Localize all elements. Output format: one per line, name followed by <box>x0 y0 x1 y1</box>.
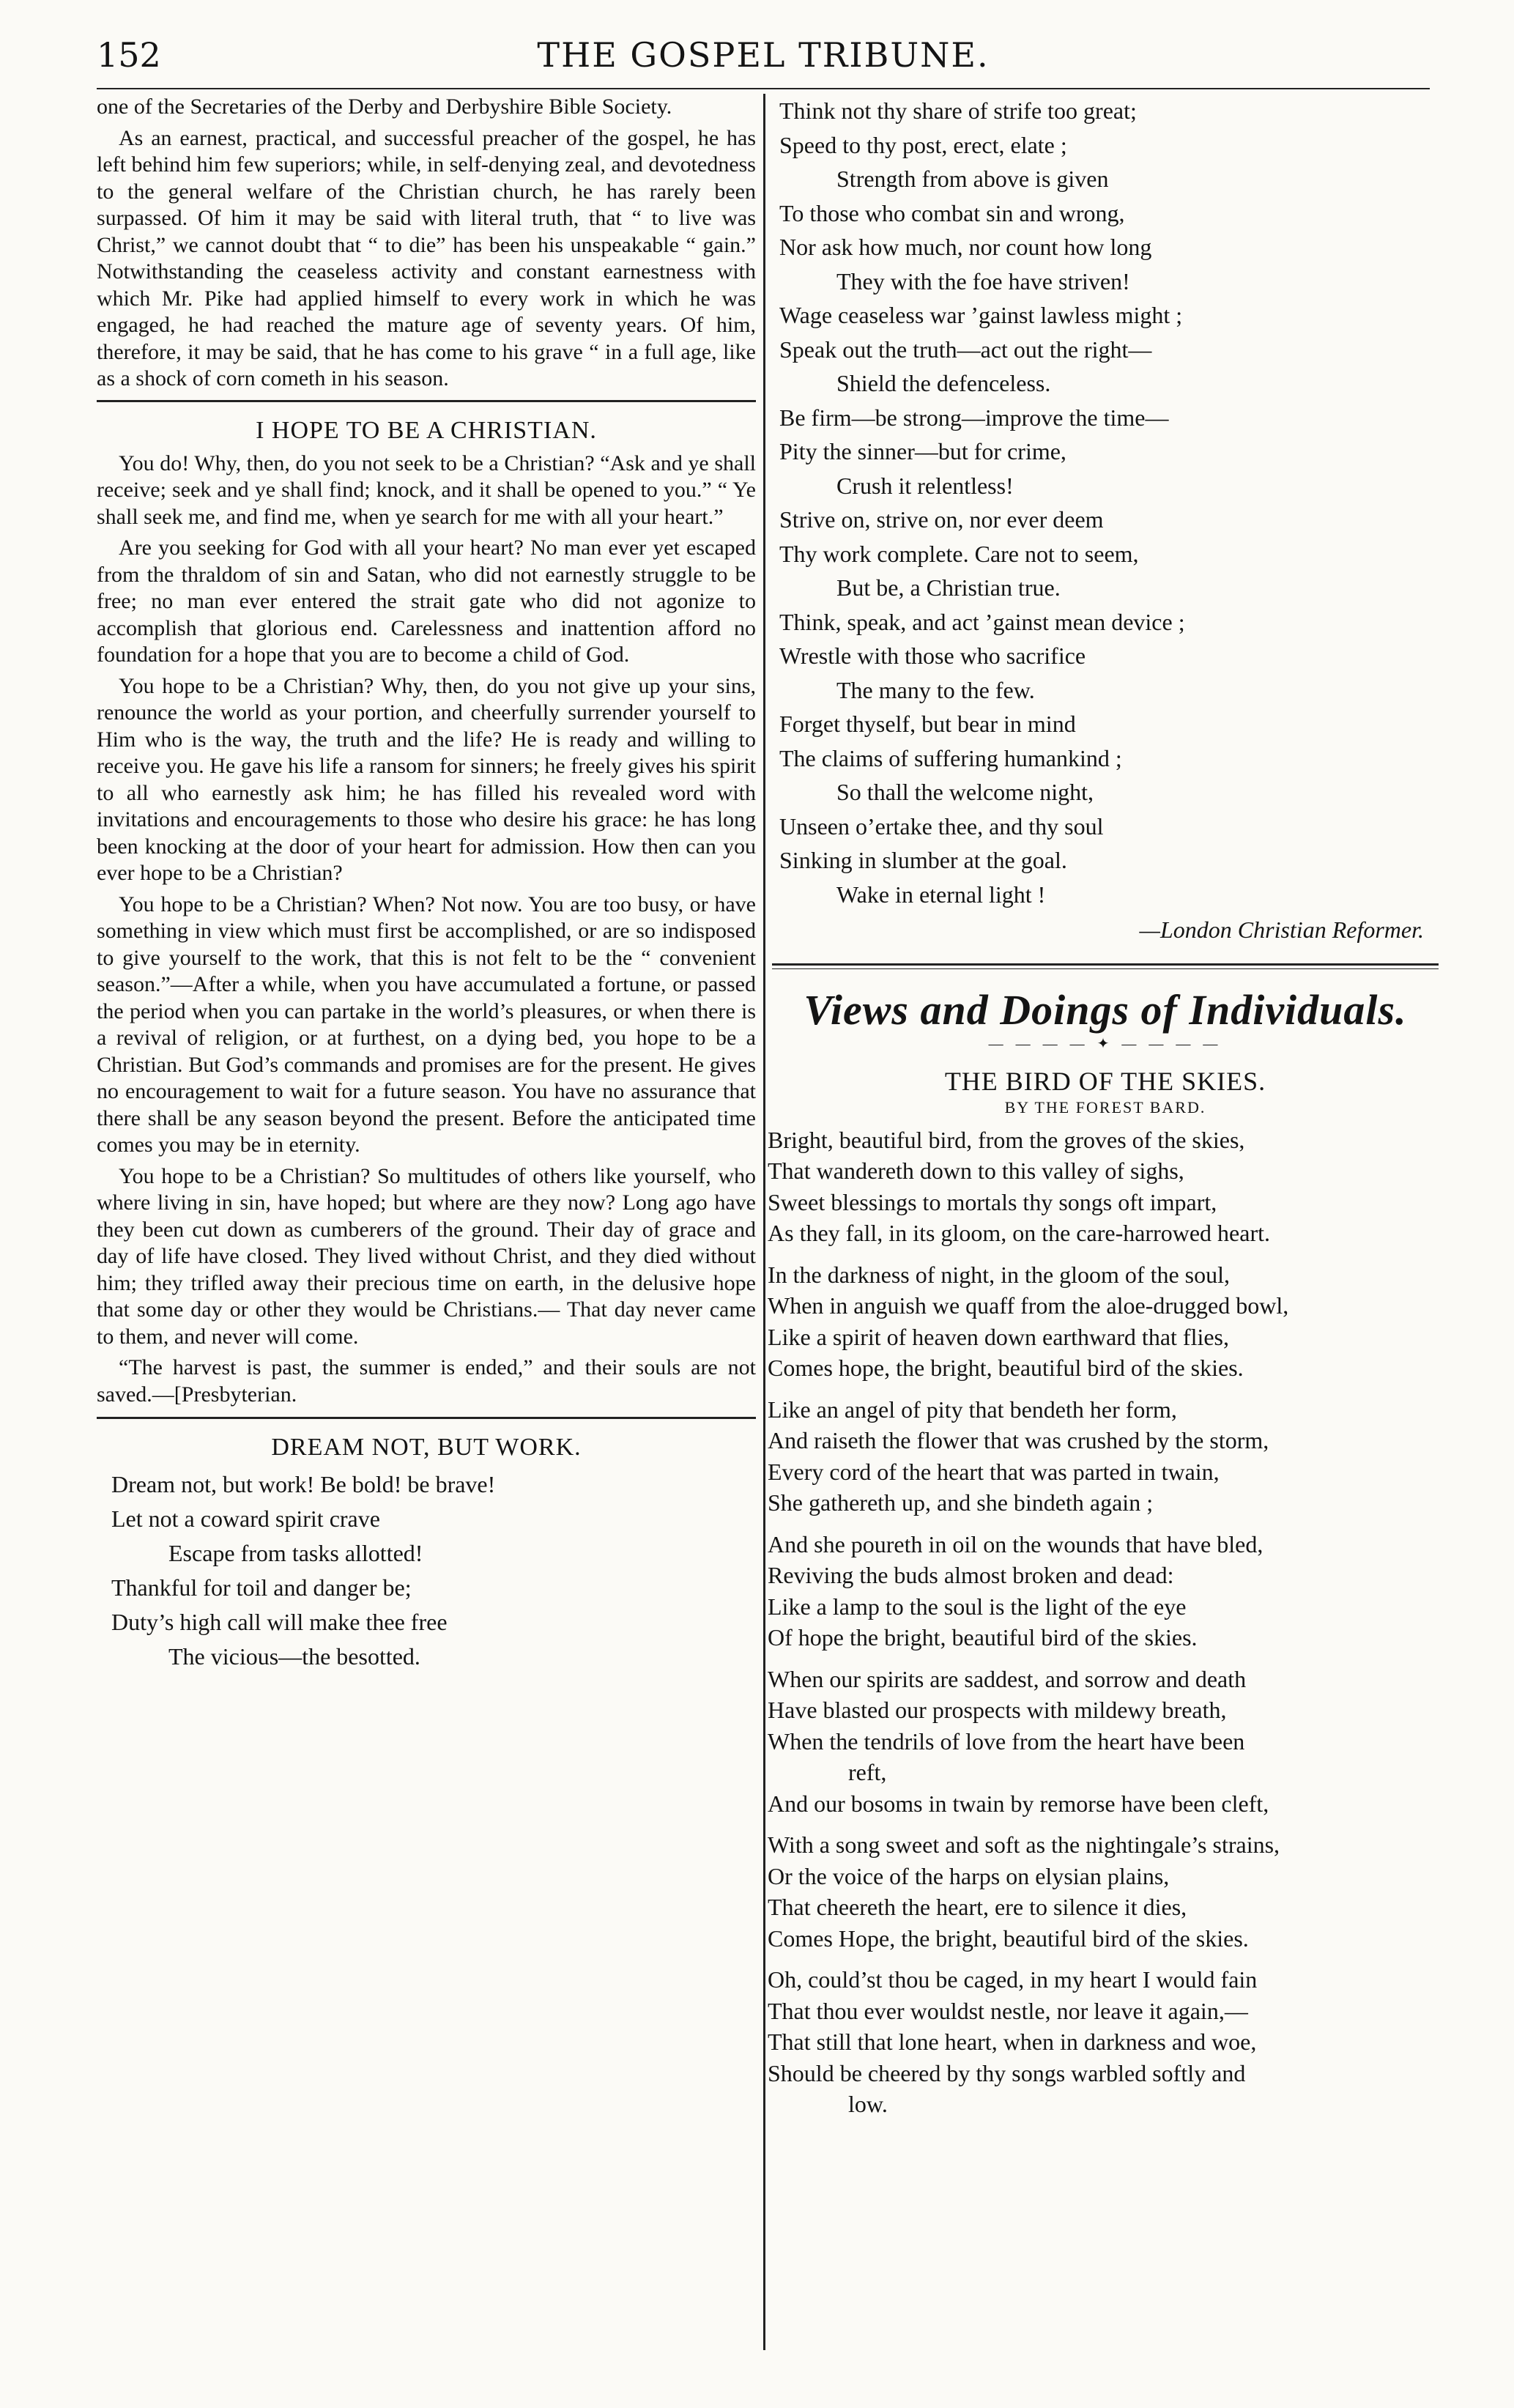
ornament-divider: — — — — ✦ — — — — <box>988 1035 1222 1052</box>
poem-line: Wrestle with those who sacrifice <box>779 642 1086 669</box>
christian-paragraph: “The harvest is past, the summer is ended,” and their souls are not saved.—[Presbyterian. <box>97 1355 756 1407</box>
section-heading: Views and Doings of Individuals. <box>804 985 1407 1034</box>
stanza <box>768 1529 1439 1653</box>
poem-line: And she poureth in oil on the wounds that have bled, <box>768 1530 1263 1557</box>
poem-line: Think, speak, and act ’gainst mean device ; <box>779 608 1185 635</box>
poem-line: Sinking in slumber at the goal. <box>779 847 1067 873</box>
journal-title: THE GOSPEL TRIBUNE. <box>537 35 990 75</box>
poem-line: Let not a coward spirit crave <box>111 1505 380 1532</box>
poem-line: Like an angel of pity that bendeth her form, <box>768 1396 1177 1423</box>
poem-line: Dream not, but work! Be bold! be brave! <box>111 1471 496 1497</box>
poem-line: The claims of suffering humankind ; <box>779 744 1122 771</box>
christian-paragraph: You do! Why, then, do you not seek to be a Christian? “Ask and ye shall receive; seek and ye shall find; knock, and it shall be opened to you.” “ Ye shall seek me, and find me, when ye search for me with all your heart.” <box>97 451 756 529</box>
poem-line: Speed to thy post, erect, elate ; <box>779 131 1067 158</box>
poem-line: That wandereth down to this valley of sighs, <box>768 1157 1184 1184</box>
section-rule <box>772 968 1439 969</box>
poem-line: Crush it relentless! <box>836 472 1014 499</box>
column-divider <box>763 94 765 2350</box>
stanza <box>768 1394 1439 1519</box>
poem-line: reft, <box>848 1759 887 1785</box>
poem-line: Or the voice of the harps on elysian plains, <box>768 1862 1170 1889</box>
poem-line: To those who combat sin and wrong, <box>779 199 1125 226</box>
poem-line: Every cord of the heart that was parted in twain, <box>768 1458 1220 1485</box>
poem-line: Oh, could’st thou be caged, in my heart I would fain <box>768 1966 1258 1993</box>
poem-line: Thankful for toil and danger be; <box>111 1574 412 1601</box>
poem-line: She gathereth up, and she bindeth again ; <box>768 1489 1154 1516</box>
poem-line: Have blasted our prospects with mildewy breath, <box>768 1697 1227 1723</box>
poem-line: So thall the welcome night, <box>836 779 1094 805</box>
obituary-article <box>97 94 756 393</box>
poem-line: Escape from tasks allotted! <box>168 1540 423 1566</box>
stanza <box>768 1964 1439 2120</box>
poem-line: That still that lone heart, when in darkness and woe, <box>768 2029 1257 2055</box>
page-number: 152 <box>97 35 161 75</box>
poem-line: Be firm—be strong—improve the time— <box>779 404 1169 431</box>
poem-line: Wake in eternal light ! <box>836 881 1046 908</box>
poem-line: Speak out the truth—act out the right— <box>779 336 1152 363</box>
header-rule <box>97 88 1430 89</box>
poem-line: Comes Hope, the bright, beautiful bird of the skies. <box>768 1924 1249 1952</box>
article-separator <box>97 400 756 402</box>
poem-line: Reviving the buds almost broken and dead: <box>768 1562 1174 1588</box>
poem-line: Nor ask how much, nor count how long <box>779 234 1152 260</box>
poem-line: Forget thyself, but bear in mind <box>779 711 1076 737</box>
poem-line: Like a lamp to the soul is the light of the eye <box>768 1593 1187 1620</box>
poem-line: The many to the few. <box>836 676 1035 703</box>
poem-line: That thou ever wouldst nestle, nor leave it again,— <box>768 1997 1248 2024</box>
christian-paragraph: Are you seeking for God with all your heart? No man ever yet escaped from the thraldom of sin and Satan, who did not earnestly struggle to be free; no man ever entered the strait gate who did not agonize to accomplish that glorious end. Carelessness and inattention afford no foundation for a hope that you are to become a child of God. <box>97 536 756 667</box>
bird-poem-title: THE BIRD OF THE SKIES. <box>944 1066 1266 1096</box>
poem-line: Of hope the bright, beautiful bird of the skies. <box>768 1624 1198 1651</box>
poem-line: When our spirits are saddest, and sorrow and death <box>768 1665 1247 1692</box>
left-column <box>97 94 756 1674</box>
poem-line: Duty’s high call will make thee free <box>111 1609 448 1635</box>
poem-line: Thy work complete. Care not to seem, <box>779 540 1139 567</box>
poem-line: Like a spirit of heaven down earthward that flies, <box>768 1323 1229 1350</box>
poem-line: Sweet blessings to mortals thy songs oft impart, <box>768 1188 1217 1215</box>
poem-line: And raiseth the flower that was crushed by the storm, <box>768 1427 1269 1453</box>
bird-poem-byline: BY THE FOREST BARD. <box>1004 1097 1206 1116</box>
poem-line: Think not thy share of strife too great; <box>779 97 1137 124</box>
stanza <box>768 1664 1439 1820</box>
poem-line: low. <box>848 2091 888 2117</box>
dream-poem-continued <box>779 94 1439 947</box>
poem-line: Shield the defenceless. <box>836 370 1051 396</box>
poem-line: Strive on, strive on, nor ever deem <box>779 506 1104 533</box>
poem-line: But be, a Christian true. <box>836 574 1061 601</box>
poem-line: Strength from above is given <box>836 166 1109 192</box>
obituary-paragraph: one of the Secretaries of the Derby and Derbyshire Bible Society. <box>97 95 672 119</box>
dream-title: DREAM NOT, BUT WORK. <box>271 1434 582 1461</box>
poem-line: And our bosoms in twain by remorse have been cleft, <box>768 1790 1269 1817</box>
poem-line: Wage ceaseless war ’gainst lawless might ; <box>779 302 1183 328</box>
christian-article <box>97 417 756 1409</box>
poem-line: That cheereth the heart, ere to silence it dies, <box>768 1894 1187 1920</box>
page-header <box>97 35 1430 82</box>
dream-poem-lines <box>111 1467 756 1674</box>
poem-line: The vicious—the besotted. <box>168 1643 420 1670</box>
poem-line: As they fall, in its gloom, on the care-harrowed heart. <box>768 1220 1270 1246</box>
poem-line: Unseen o’ertake thee, and thy soul <box>779 812 1104 840</box>
poem-line: In the darkness of night, in the gloom of the soul, <box>768 1261 1231 1288</box>
christian-paragraph: You hope to be a Christian? So multitudes of others like yourself, who where living in sin, have hoped; but where are they now? Long ago have they been cut down as cumberers of the ground. Their day of grace and day of life have closed. They lived without Christ, and they died without him; they trifled away their precious time on earth, in the delusive hope that some day or other they would be Christians.— That day never came to them, and never will come. <box>97 1163 756 1349</box>
poem-line: They with the foe have striven! <box>836 267 1130 294</box>
obituary-paragraph: As an earnest, practical, and successful preacher of the gospel, he has left behind him few superiors; while, in self-denying zeal, and devotedness to the general welfare of the Christian church, he has rarely been surpassed. Of him it may be said with literal truth, that “ to live was Christ,” we cannot doubt that “ to die” has been his unspeakable “ gain.” Notwithstanding the ceaseless activity and constant earnestness with which Mr. Pike had applied himself to every work in which he was engaged, he had reached the mature age of seventy years. Of him, therefore, it may be said, that he has come to his grave “ in a full age, like as a shock of corn cometh in his season. <box>97 125 756 390</box>
poem-line: Bright, beautiful bird, from the groves of the skies, <box>768 1126 1245 1153</box>
poem-line: With a song sweet and soft as the nightingale’s strains, <box>768 1831 1280 1858</box>
section-rule <box>772 963 1439 966</box>
christian-paragraph: You hope to be a Christian? Why, then, do you not give up your sins, renounce the world as your portion, and cheerfully surrender yourself to Him who is the way, the truth and the life? He is ready and willing to receive you. He gave his life a ransom for sinners; he freely gives his spirit to all who earnestly ask him; he has filled his revealed word with invitations and encouragements to those who desire his grace: he has long been knocking at the door of your heart for admission. How then can you ever hope to be a Christian? <box>97 673 756 885</box>
stanza <box>768 1259 1439 1384</box>
poem-attribution: —London Christian Reformer. <box>1139 916 1424 943</box>
stanza <box>768 1125 1439 1249</box>
article-separator <box>97 1417 756 1419</box>
christian-title: I HOPE TO BE A CHRISTIAN. <box>256 416 597 444</box>
dream-poem-article <box>97 1434 756 1674</box>
poem-line: When the tendrils of love from the heart have been <box>768 1727 1245 1755</box>
poem-line: Should be cheered by thy songs warbled softly and <box>768 2059 1246 2086</box>
stanza <box>768 1829 1439 1954</box>
poem-line: Pity the sinner—but for crime, <box>779 438 1066 464</box>
christian-paragraph: You hope to be a Christian? When? Not now. You are too busy, or have something in view which must first be accomplished, or are so indisposed to give yourself to the work, that this is not felt to be the “ convenient season.”—After a while, when you have accumulated a fortune, or passed the period when you can partake in the world’s pleasures, or when there is a revival of religion, or at furthest, on a dying bed, you hope to be a Christian. But God’s commands and promises are for the present. He gives no encouragement to wait for a future season. You have no assurance that there shall be any season beyond the present. Before the anticipated time comes you may be in eternity. <box>97 892 756 1157</box>
poem-line: When in anguish we quaff from the aloe-drugged bowl, <box>768 1292 1289 1319</box>
bird-poem <box>768 1125 1439 2120</box>
poem-line: Comes hope, the bright, beautiful bird of the skies. <box>768 1355 1244 1381</box>
right-column <box>768 94 1439 2130</box>
